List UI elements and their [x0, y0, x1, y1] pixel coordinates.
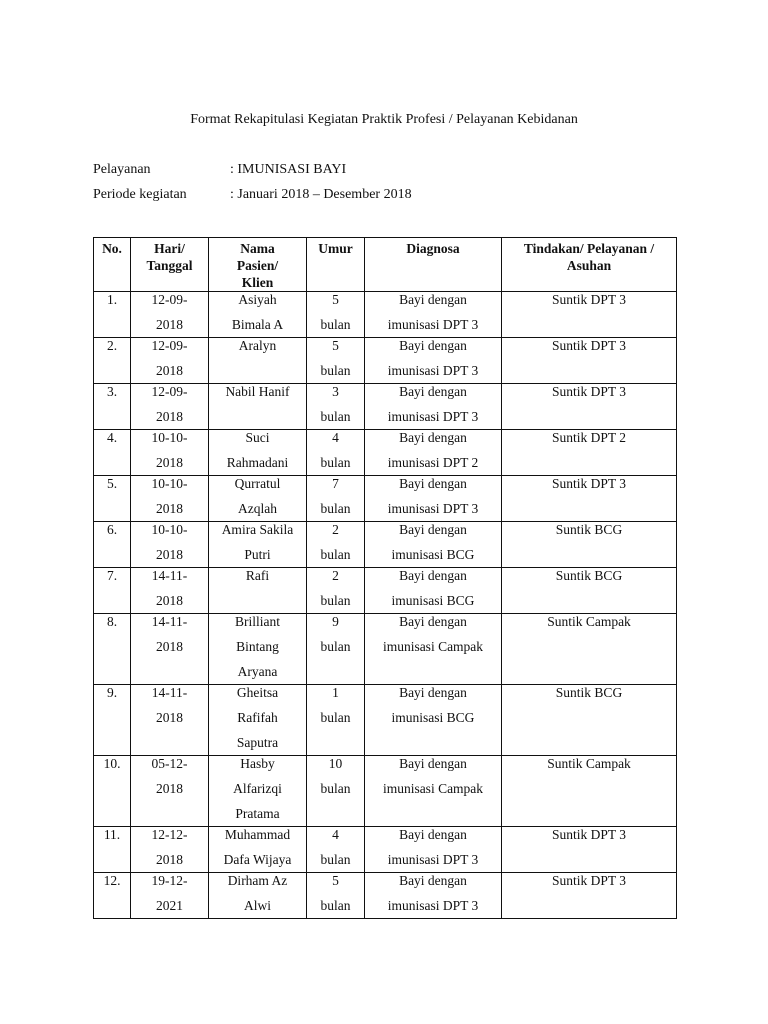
cell-age-text: bulan — [320, 547, 351, 562]
header-no — [94, 238, 131, 292]
cell-date — [131, 756, 209, 827]
cell-date-text: 2018 — [156, 710, 183, 725]
header-text: Umur — [318, 241, 353, 256]
cell-diagnosis-text: imunisasi BCG — [391, 547, 475, 562]
service-label: Pelayanan — [93, 162, 151, 177]
cell-patient-name — [209, 476, 307, 522]
cell-date — [131, 685, 209, 756]
table-row — [94, 827, 677, 873]
cell-action — [502, 827, 677, 873]
cell-patient-name — [209, 522, 307, 568]
cell-no — [94, 685, 131, 756]
cell-patient-name-text: Rahmadani — [226, 455, 289, 470]
cell-age-text: bulan — [320, 501, 351, 516]
cell-diagnosis — [365, 384, 502, 430]
header-action — [502, 238, 677, 292]
cell-patient-name-text: Gheitsa — [236, 685, 279, 700]
cell-no — [94, 614, 131, 685]
cell-date — [131, 430, 209, 476]
cell-action-text: Suntik DPT 3 — [551, 338, 627, 353]
cell-date-text: 10-10- — [151, 476, 188, 491]
cell-diagnosis-text: imunisasi DPT 3 — [387, 317, 479, 332]
cell-no — [94, 873, 131, 919]
cell-date-text: 19-12- — [151, 873, 188, 888]
cell-patient-name-text: Alfarizqi — [233, 781, 282, 796]
cell-age-text: bulan — [320, 898, 351, 913]
cell-patient-name-text: Hasby — [240, 756, 275, 771]
cell-no-text: 7. — [106, 568, 118, 583]
cell-action — [502, 614, 677, 685]
cell-action-text: Suntik DPT 3 — [551, 476, 627, 491]
cell-date-text: 12-09- — [151, 384, 188, 399]
cell-patient-name-text: Suci — [245, 430, 270, 445]
cell-no — [94, 568, 131, 614]
table-row — [94, 338, 677, 384]
cell-no-text: 6. — [106, 522, 118, 537]
cell-action-text: Suntik DPT 3 — [551, 292, 627, 307]
cell-action — [502, 430, 677, 476]
period-value: : Januari 2018 – Desember 2018 — [230, 187, 412, 202]
table-row — [94, 430, 677, 476]
cell-patient-name — [209, 338, 307, 384]
cell-no-text: 10. — [103, 756, 121, 771]
header-text: Diagnosa — [406, 241, 460, 256]
cell-date-text: 2018 — [156, 593, 183, 608]
cell-age — [307, 685, 365, 756]
cell-age-text: bulan — [320, 363, 351, 378]
cell-patient-name-text: Aryana — [237, 664, 278, 679]
cell-action — [502, 292, 677, 338]
cell-diagnosis-text: imunisasi Campak — [382, 781, 484, 796]
cell-action — [502, 685, 677, 756]
cell-age — [307, 476, 365, 522]
cell-age-text: bulan — [320, 852, 351, 867]
cell-date-text: 2018 — [156, 317, 183, 332]
cell-date — [131, 384, 209, 430]
cell-date-text: 2018 — [156, 639, 183, 654]
cell-patient-name-text: Saputra — [236, 735, 279, 750]
cell-patient-name-text: Muhammad — [224, 827, 291, 842]
table-row — [94, 292, 677, 338]
cell-age — [307, 568, 365, 614]
cell-date-text: 12-09- — [151, 292, 188, 307]
cell-age — [307, 292, 365, 338]
cell-date-text: 12-12- — [151, 827, 188, 842]
cell-no-text: 12. — [103, 873, 121, 888]
cell-patient-name-text: Nabil Hanif — [225, 384, 290, 399]
cell-patient-name-text: Qurratul — [234, 476, 281, 491]
cell-patient-name-text: Bimala A — [231, 317, 284, 332]
cell-action — [502, 338, 677, 384]
cell-no — [94, 430, 131, 476]
cell-age — [307, 614, 365, 685]
cell-date-text: 2018 — [156, 781, 183, 796]
cell-diagnosis-text: Bayi dengan — [399, 873, 467, 888]
cell-diagnosis-text: imunisasi Campak — [382, 639, 484, 654]
cell-date-text: 05-12- — [151, 756, 188, 771]
cell-age — [307, 756, 365, 827]
cell-age-text: bulan — [320, 317, 351, 332]
header-text: Tanggal — [146, 258, 193, 273]
cell-patient-name-text: Amira Sakila — [221, 522, 294, 537]
cell-diagnosis — [365, 873, 502, 919]
cell-diagnosis — [365, 476, 502, 522]
cell-date — [131, 614, 209, 685]
table-row — [94, 476, 677, 522]
cell-diagnosis-text: Bayi dengan — [399, 568, 467, 583]
cell-no-text: 4. — [106, 430, 118, 445]
cell-action-text: Suntik DPT 2 — [551, 430, 627, 445]
table-row — [94, 614, 677, 685]
cell-no — [94, 756, 131, 827]
cell-age-text: bulan — [320, 710, 351, 725]
cell-age-text: 10 — [328, 756, 343, 771]
header-text: Nama — [240, 241, 275, 256]
header-text: Hari/ — [154, 241, 185, 256]
cell-date-text: 10-10- — [151, 522, 188, 537]
table-body — [94, 292, 677, 919]
cell-diagnosis-text: Bayi dengan — [399, 756, 467, 771]
header-text: No. — [102, 241, 122, 256]
cell-age-text: 2 — [332, 568, 339, 583]
cell-date-text: 12-09- — [151, 338, 188, 353]
header-text: Pasien/ — [236, 258, 279, 273]
table-row — [94, 873, 677, 919]
cell-age-text: 1 — [332, 685, 339, 700]
cell-patient-name-text: Aralyn — [238, 338, 277, 353]
cell-diagnosis — [365, 522, 502, 568]
cell-date-text: 2018 — [156, 363, 183, 378]
cell-age — [307, 873, 365, 919]
cell-age-text: 5 — [332, 873, 339, 888]
cell-patient-name — [209, 873, 307, 919]
cell-no — [94, 338, 131, 384]
cell-age-text: bulan — [320, 455, 351, 470]
cell-diagnosis-text: imunisasi DPT 2 — [387, 455, 479, 470]
cell-action-text: Suntik Campak — [547, 756, 631, 771]
header-text: Asuhan — [566, 258, 612, 273]
cell-diagnosis — [365, 338, 502, 384]
cell-date-text: 2021 — [156, 898, 183, 913]
cell-patient-name — [209, 292, 307, 338]
cell-diagnosis-text: Bayi dengan — [399, 430, 467, 445]
cell-no-text: 5. — [106, 476, 118, 491]
cell-diagnosis-text: Bayi dengan — [399, 384, 467, 399]
cell-date-text: 2018 — [156, 501, 183, 516]
cell-no — [94, 384, 131, 430]
table-row — [94, 522, 677, 568]
cell-action-text: Suntik Campak — [547, 614, 631, 629]
cell-age-text: 2 — [332, 522, 339, 537]
cell-diagnosis-text: imunisasi DPT 3 — [387, 363, 479, 378]
cell-patient-name — [209, 685, 307, 756]
cell-date — [131, 522, 209, 568]
table-row — [94, 568, 677, 614]
cell-action — [502, 476, 677, 522]
table-header-row — [94, 238, 677, 292]
cell-diagnosis-text: imunisasi DPT 3 — [387, 898, 479, 913]
cell-action — [502, 384, 677, 430]
header-text: Klien — [241, 275, 274, 290]
cell-date-text: 2018 — [156, 455, 183, 470]
cell-no-text: 8. — [106, 614, 118, 629]
cell-action-text: Suntik BCG — [555, 522, 623, 537]
service-value: : IMUNISASI BAYI — [230, 162, 347, 177]
cell-patient-name-text: Pratama — [235, 806, 280, 821]
cell-date-text: 2018 — [156, 409, 183, 424]
cell-diagnosis-text: imunisasi DPT 3 — [387, 501, 479, 516]
header-name — [209, 238, 307, 292]
cell-diagnosis — [365, 614, 502, 685]
header-diagnosis — [365, 238, 502, 292]
cell-age — [307, 338, 365, 384]
cell-patient-name-text: Alwi — [244, 898, 271, 913]
cell-patient-name — [209, 430, 307, 476]
cell-diagnosis-text: Bayi dengan — [399, 685, 467, 700]
cell-action-text: Suntik BCG — [555, 568, 623, 583]
cell-age — [307, 384, 365, 430]
cell-age-text: 4 — [332, 430, 339, 445]
cell-patient-name-text: Putri — [244, 547, 271, 562]
cell-date — [131, 568, 209, 614]
cell-patient-name — [209, 827, 307, 873]
cell-date-text: 14-11- — [151, 685, 188, 700]
cell-diagnosis-text: imunisasi BCG — [391, 710, 475, 725]
cell-diagnosis — [365, 756, 502, 827]
cell-no — [94, 522, 131, 568]
cell-patient-name-text: Dirham Az — [227, 873, 288, 888]
cell-patient-name-text: Rafifah — [237, 710, 278, 725]
cell-age — [307, 827, 365, 873]
cell-action — [502, 756, 677, 827]
cell-date-text: 10-10- — [151, 430, 188, 445]
cell-diagnosis — [365, 685, 502, 756]
cell-no-text: 11. — [103, 827, 121, 842]
cell-no-text: 2. — [106, 338, 118, 353]
cell-no-text: 3. — [106, 384, 118, 399]
cell-diagnosis-text: Bayi dengan — [399, 827, 467, 842]
cell-diagnosis-text: imunisasi DPT 3 — [387, 409, 479, 424]
cell-patient-name — [209, 614, 307, 685]
cell-diagnosis — [365, 430, 502, 476]
cell-action — [502, 568, 677, 614]
cell-date — [131, 476, 209, 522]
cell-action-text: Suntik BCG — [555, 685, 623, 700]
cell-date-text: 14-11- — [151, 568, 188, 583]
cell-age-text: 5 — [332, 292, 339, 307]
cell-diagnosis — [365, 827, 502, 873]
cell-patient-name — [209, 756, 307, 827]
header-date — [131, 238, 209, 292]
cell-patient-name-text: Azqlah — [238, 501, 277, 516]
cell-diagnosis — [365, 292, 502, 338]
cell-age-text: 4 — [332, 827, 339, 842]
cell-date-text: 2018 — [156, 852, 183, 867]
cell-no — [94, 292, 131, 338]
cell-patient-name-text: Brilliant — [235, 614, 280, 629]
cell-patient-name-text: Rafi — [245, 568, 270, 583]
cell-action-text: Suntik DPT 3 — [551, 827, 627, 842]
cell-date — [131, 292, 209, 338]
cell-diagnosis — [365, 568, 502, 614]
cell-action — [502, 873, 677, 919]
cell-diagnosis-text: Bayi dengan — [399, 614, 467, 629]
document-title: Format Rekapitulasi Kegiatan Praktik Profesi / Pelayanan Kebidanan — [190, 112, 578, 127]
table-row — [94, 756, 677, 827]
cell-date — [131, 873, 209, 919]
cell-age-text: bulan — [320, 781, 351, 796]
cell-no — [94, 827, 131, 873]
cell-diagnosis-text: imunisasi BCG — [391, 593, 475, 608]
header-text: Tindakan/ Pelayanan / — [523, 241, 655, 256]
cell-age-text: 5 — [332, 338, 339, 353]
cell-action-text: Suntik DPT 3 — [551, 384, 627, 399]
cell-diagnosis-text: imunisasi DPT 3 — [387, 852, 479, 867]
cell-age-text: 7 — [332, 476, 339, 491]
cell-patient-name-text: Dafa Wijaya — [223, 852, 292, 867]
cell-no — [94, 476, 131, 522]
cell-age-text: bulan — [320, 639, 351, 654]
cell-age-text: bulan — [320, 593, 351, 608]
cell-no-text: 9. — [106, 685, 118, 700]
cell-diagnosis-text: Bayi dengan — [399, 522, 467, 537]
recap-table — [93, 237, 677, 919]
cell-diagnosis-text: Bayi dengan — [399, 338, 467, 353]
cell-diagnosis-text: Bayi dengan — [399, 476, 467, 491]
table-row — [94, 384, 677, 430]
cell-age-text: bulan — [320, 409, 351, 424]
cell-action-text: Suntik DPT 3 — [551, 873, 627, 888]
cell-age-text: 9 — [332, 614, 339, 629]
cell-date — [131, 338, 209, 384]
cell-age — [307, 430, 365, 476]
table-row — [94, 685, 677, 756]
cell-diagnosis-text: Bayi dengan — [399, 292, 467, 307]
header-age — [307, 238, 365, 292]
cell-action — [502, 522, 677, 568]
cell-date-text: 2018 — [156, 547, 183, 562]
cell-no-text: 1. — [106, 292, 118, 307]
cell-patient-name-text: Bintang — [236, 639, 279, 654]
cell-patient-name-text: Asiyah — [238, 292, 277, 307]
cell-patient-name — [209, 568, 307, 614]
period-label: Periode kegiatan — [93, 187, 187, 202]
cell-age — [307, 522, 365, 568]
cell-patient-name — [209, 384, 307, 430]
cell-date-text: 14-11- — [151, 614, 188, 629]
cell-age-text: 3 — [332, 384, 339, 399]
cell-date — [131, 827, 209, 873]
